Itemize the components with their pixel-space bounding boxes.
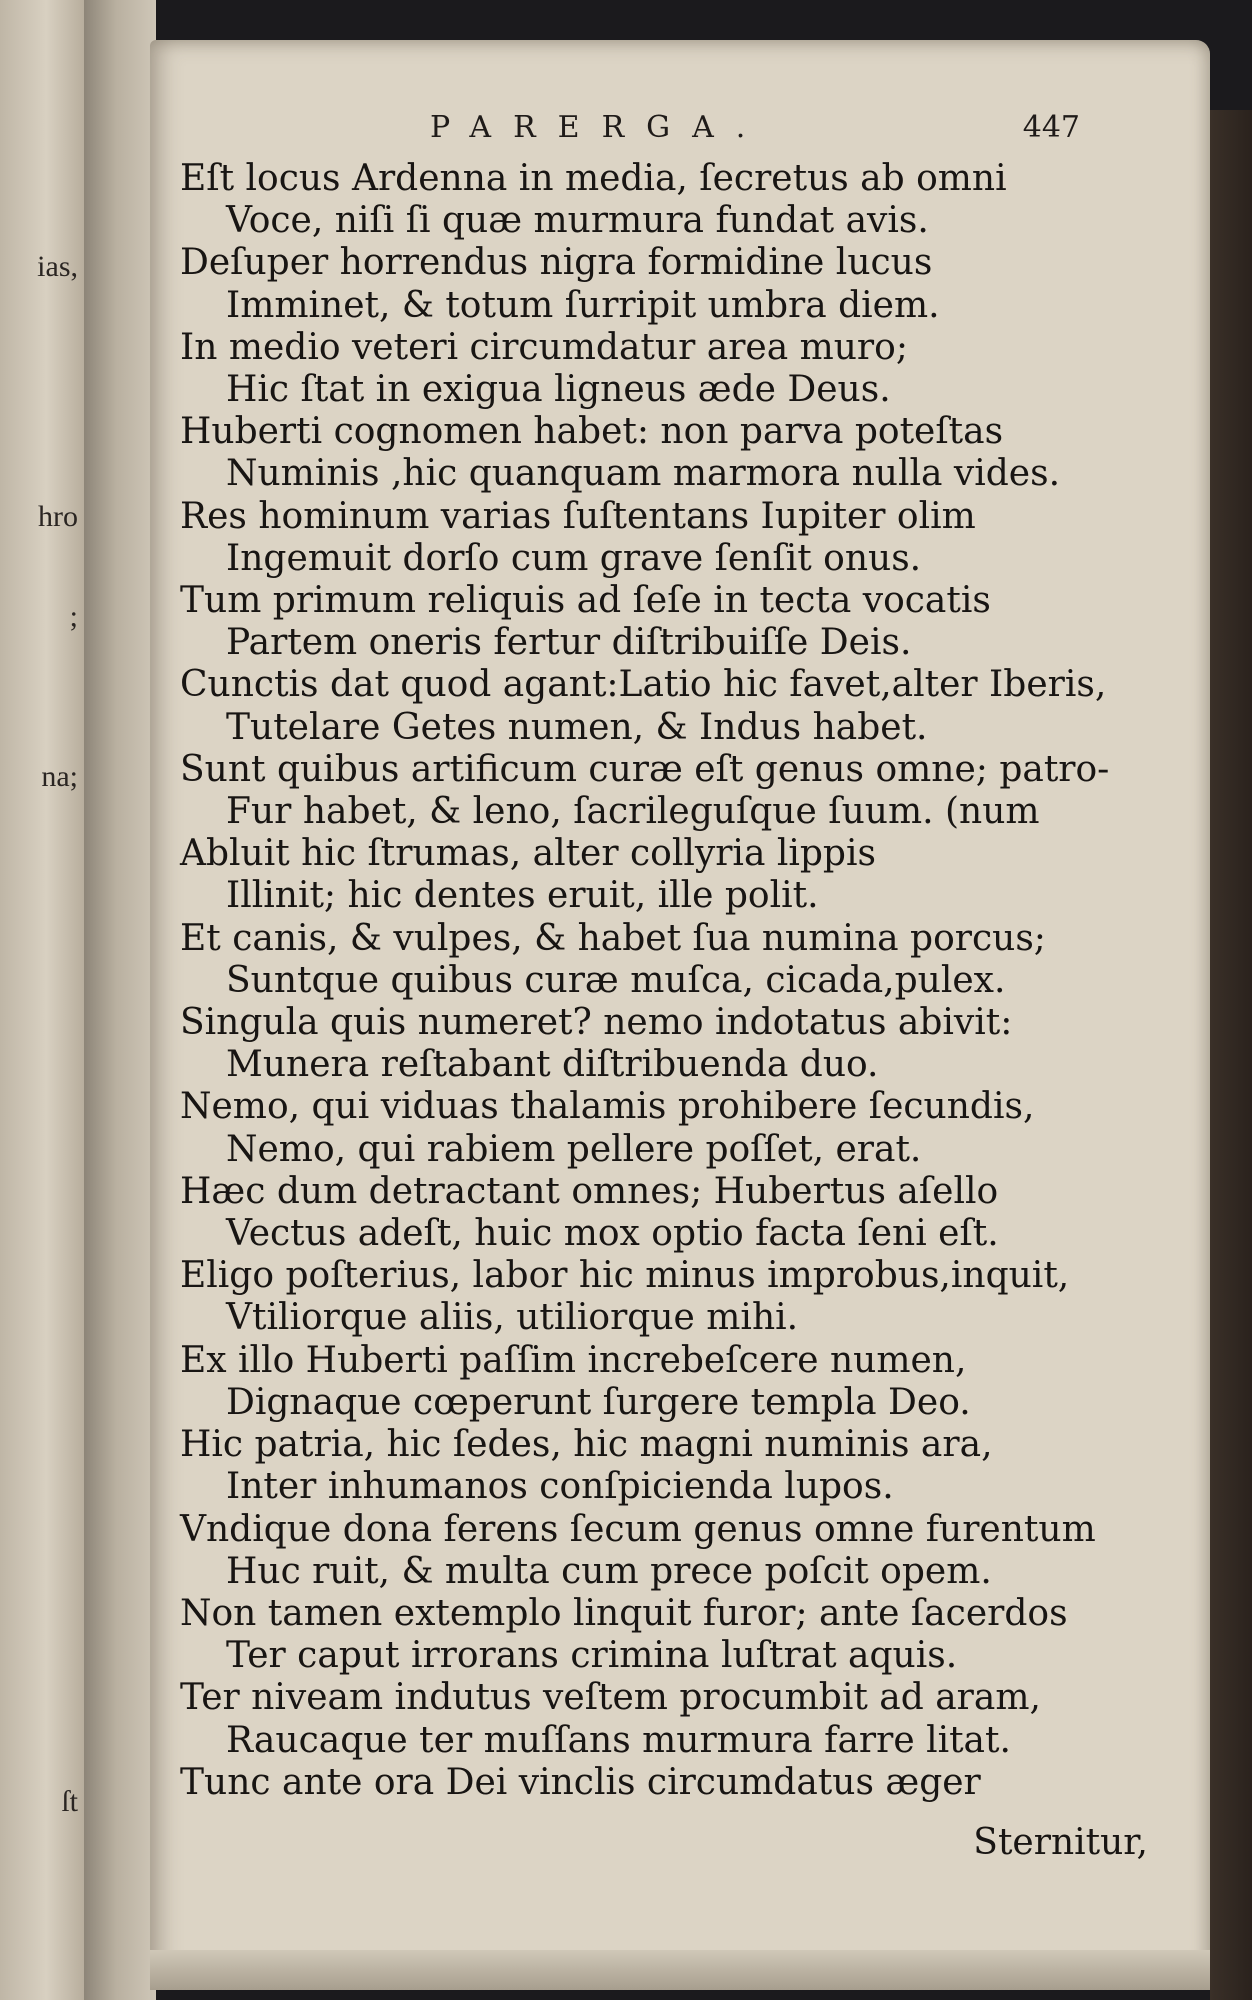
book-gutter: [84, 0, 156, 2000]
verse-line: Fur habet, & leno, ſacrileguſque ſuum. (num: [226, 791, 1040, 833]
left-page-fragment: ſt: [61, 1785, 78, 1818]
verse-line: Cunctis dat quod agant:Latio hic favet,alter Iberis,: [180, 664, 1107, 706]
verse-line: Nemo, qui viduas thalamis prohibere ſecundis,: [180, 1086, 1035, 1128]
verse-line: Ingemuit dorſo cum grave ſenſit onus.: [226, 537, 922, 579]
catchword: Sternitur,: [973, 1822, 1148, 1863]
left-page-fragment: ;: [69, 600, 78, 633]
verse-line: Hic patria, hic ſedes, hic magni numinis ara,: [180, 1424, 993, 1466]
verse-line: Res hominum varias ſuſtentans Iupiter olim: [180, 495, 976, 537]
verse-line: Vtiliorque aliis, utiliorque mihi.: [226, 1297, 799, 1339]
book-page: [150, 40, 1210, 1990]
previous-page-edge: [0, 0, 84, 2000]
verse-line: Huberti cognomen habet: non parva poteſtas: [180, 411, 1004, 453]
verse-line: Raucaque ter muſſans murmura farre litat.: [226, 1719, 1011, 1761]
verse-line: Non tamen extemplo linquit furor; ante ſacerdos: [180, 1592, 1068, 1634]
verse-line: Imminet, & totum ſurripit umbra diem.: [226, 284, 940, 326]
verse-line: Tunc ante ora Dei vinclis circumdatus æger: [180, 1761, 981, 1803]
verse-line: Vndique dona ferens ſecum genus omne furentum: [180, 1508, 1096, 1550]
page-number: 447: [1022, 110, 1080, 145]
left-page-fragment: na;: [41, 760, 78, 793]
verse-line: Ter niveam indutus veſtem procumbit ad aram,: [180, 1677, 1041, 1719]
verse-line: Inter inhumanos conſpicienda lupos.: [226, 1466, 894, 1508]
verse-line: Ex illo Huberti paſſim increbeſcere numen,: [180, 1339, 967, 1381]
verse-line: Eligo poſterius, labor hic minus improbus,inquit,: [180, 1255, 1070, 1297]
verse-line: Eſt locus Ardenna in media, ſecretus ab omni: [180, 158, 1007, 199]
verse-line: Huc ruit, & multa cum prece poſcit opem.: [226, 1550, 992, 1592]
verse-line: Sunt quibus artificum curæ eſt genus omne; patro-: [180, 748, 1110, 790]
verse-line: Hic ſtat in exigua ligneus æde Deus.: [226, 369, 891, 411]
verse-line: Munera reſtabant diſtribuenda duo.: [226, 1044, 879, 1086]
verse-line: Abluit hic ſtrumas, alter collyria lippis: [180, 833, 876, 875]
page-header: [150, 110, 1210, 150]
running-head: PARERGA.: [430, 110, 768, 145]
verse-line: Numinis ,hic quanquam marmora nulla vides.: [226, 453, 1061, 495]
verse-line: Tum primum reliquis ad ſeſe in tecta vocatis: [180, 580, 991, 622]
verse-line: Partem oneris fertur diſtribuiſſe Deis.: [226, 622, 912, 664]
page-bottom-edge: [150, 1950, 1210, 1990]
verse-line: Hæc dum detractant omnes; Hubertus aſello: [180, 1170, 999, 1212]
book-cover-edge: [1210, 110, 1252, 2000]
verse-line: Voce, niſi ſi quæ murmura fundat avis.: [226, 200, 929, 242]
left-page-fragment: ias,: [37, 250, 78, 283]
verse-line: Vectus adeſt, huic mox optio facta ſeni eſt.: [226, 1213, 999, 1255]
verse-line: Nemo, qui rabiem pellere poſſet, erat.: [226, 1128, 922, 1170]
verse-line: Et canis, & vulpes, & habet ſua numina porcus;: [180, 917, 1046, 959]
verse-line: Suntque quibus curæ muſca, cicada,pulex.: [226, 959, 1006, 1001]
verse-line: Tutelare Getes numen, & Indus habet.: [226, 706, 928, 748]
verse-line: Dignaque cœperunt ſurgere templa Deo.: [226, 1381, 971, 1423]
verse-line: Deſuper horrendus nigra formidine lucus: [180, 242, 933, 284]
left-page-fragment: hro: [38, 500, 78, 533]
verse-line: Illinit; hic dentes eruit, ille polit.: [226, 875, 819, 917]
poem-text: [180, 158, 1180, 1804]
verse-line: Ter caput irrorans crimina luſtrat aquis.: [226, 1635, 958, 1677]
verse-line: In medio veteri circumdatur area muro;: [180, 326, 908, 368]
verse-line: Singula quis numeret? nemo indotatus abivit:: [180, 1002, 1013, 1044]
